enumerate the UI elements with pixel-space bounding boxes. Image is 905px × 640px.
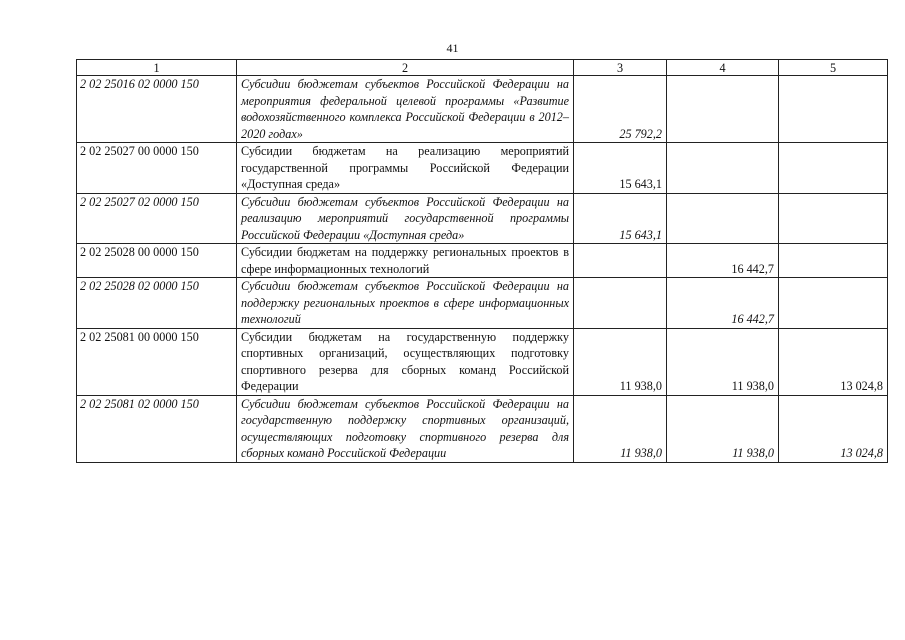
table-row	[77, 244, 888, 278]
row-description: Субсидии бюджетам на государственную поддержку спортивных организаций, осуществляющих подготовку спортивного резерва для сборных команд Российской Федерации	[237, 328, 574, 395]
value-col3: 15 643,1	[574, 193, 667, 244]
value-col5: 13 024,8	[779, 328, 888, 395]
value-col3: 25 792,2	[574, 76, 667, 143]
column-header: 3	[574, 60, 667, 76]
value-col5	[779, 193, 888, 244]
value-col3	[574, 278, 667, 329]
value-col3: 11 938,0	[574, 328, 667, 395]
value-col4	[667, 143, 779, 194]
budget-table	[76, 59, 888, 463]
value-col4: 11 938,0	[667, 328, 779, 395]
value-col5	[779, 76, 888, 143]
column-header: 2	[237, 60, 574, 76]
value-col4	[667, 193, 779, 244]
budget-code: 2 02 25028 02 0000 150	[77, 278, 237, 329]
column-header: 1	[77, 60, 237, 76]
value-col4	[667, 76, 779, 143]
page-number: 41	[446, 41, 459, 55]
budget-code: 2 02 25081 02 0000 150	[77, 395, 237, 462]
table-header-row	[77, 60, 888, 76]
budget-code: 2 02 25081 00 0000 150	[77, 328, 237, 395]
value-col5	[779, 244, 888, 278]
table-row	[77, 193, 888, 244]
value-col3: 11 938,0	[574, 395, 667, 462]
row-description: Субсидии бюджетам субъектов Российской Федерации на реализацию мероприятий государственной программы Российской Федерации «Доступная среда»	[237, 193, 574, 244]
budget-code: 2 02 25016 02 0000 150	[77, 76, 237, 143]
column-header: 4	[667, 60, 779, 76]
table-row	[77, 278, 888, 329]
row-description: Субсидии бюджетам на поддержку региональных проектов в сфере информационных технологий	[237, 244, 574, 278]
value-col5: 13 024,8	[779, 395, 888, 462]
budget-code: 2 02 25028 00 0000 150	[77, 244, 237, 278]
value-col4: 11 938,0	[667, 395, 779, 462]
table-row	[77, 143, 888, 194]
budget-code: 2 02 25027 02 0000 150	[77, 193, 237, 244]
budget-code: 2 02 25027 00 0000 150	[77, 143, 237, 194]
row-description: Субсидии бюджетам субъектов Российской Федерации на поддержку региональных проектов в сфере информационных технологий	[237, 278, 574, 329]
value-col3	[574, 244, 667, 278]
table-row	[77, 328, 888, 395]
row-description: Субсидии бюджетам на реализацию мероприятий государственной программы Российской Федерации «Доступная среда»	[237, 143, 574, 194]
value-col5	[779, 278, 888, 329]
value-col4: 16 442,7	[667, 278, 779, 329]
value-col4: 16 442,7	[667, 244, 779, 278]
column-header: 5	[779, 60, 888, 76]
row-description: Субсидии бюджетам субъектов Российской Федерации на государственную поддержку спортивных организаций, осуществляющих подготовку спортивного резерва для сборных команд Российской Федерации	[237, 395, 574, 462]
value-col5	[779, 143, 888, 194]
value-col3: 15 643,1	[574, 143, 667, 194]
table-row	[77, 395, 888, 462]
row-description: Субсидии бюджетам субъектов Российской Федерации на мероприятия федеральной целевой программы «Развитие водохозяйственного комплекса Российской Федерации в 2012–2020 годах»	[237, 76, 574, 143]
table-row	[77, 76, 888, 143]
